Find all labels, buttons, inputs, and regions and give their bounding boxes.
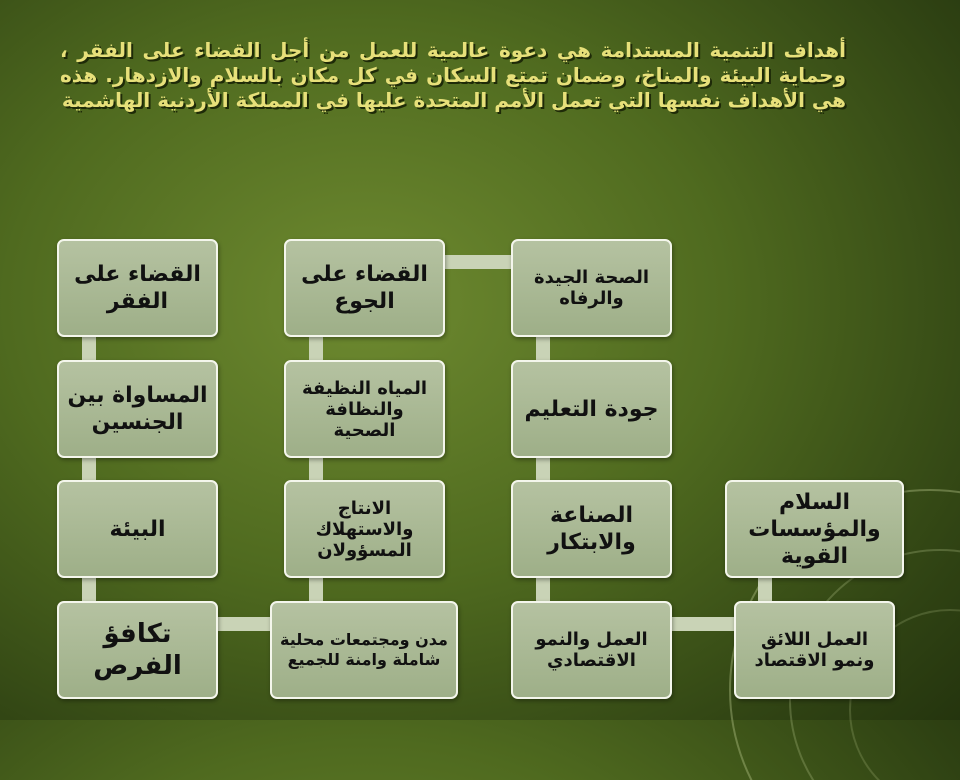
goal-label: جودة التعليم — [524, 396, 659, 422]
goal-box-responsible-consumption — [284, 480, 445, 578]
goal-box-environment — [57, 480, 218, 578]
goal-box-decent-work-economy — [734, 601, 895, 699]
goal-label: تكافؤ الفرص — [93, 619, 182, 681]
goal-box-gender-equality — [57, 360, 218, 458]
goal-box-clean-water — [284, 360, 445, 458]
goal-label: المساواة بين الجنسين — [67, 383, 208, 435]
goal-label: القضاء على الجوع — [301, 262, 428, 314]
goal-box-zero-hunger — [284, 239, 445, 337]
goal-label: المياه النظيفة والنظافة الصحية — [301, 377, 428, 441]
goal-label: مدن ومجتمعات محلية شاملة وامنة للجميع — [280, 630, 448, 669]
goal-box-good-health — [511, 239, 672, 337]
goal-label: البيئة — [109, 516, 166, 542]
intro-paragraph: أهداف التنمية المستدامة هي دعوة عالمية للعمل من أجل القضاء على الفقر ، وحماية البيئة والمناخ، وضمان تمتع السكان في كل مكان بالسلام والازدهار. هذه هي الأهداف نفسها التي تعمل الأمم المتحدة عليها في المملكة الأردنية الهاشمية — [60, 38, 846, 112]
goal-label: الصحة الجيدة والرفاه — [533, 267, 650, 309]
goal-label: السلام والمؤسسات القوية — [748, 489, 881, 569]
goal-box-decent-work-growth — [511, 601, 672, 699]
goal-box-peace-institutions — [725, 480, 904, 578]
goal-box-no-poverty — [57, 239, 218, 337]
goal-box-quality-education — [511, 360, 672, 458]
goal-box-industry-innovation — [511, 480, 672, 578]
goal-label: العمل والنمو الاقتصادي — [535, 629, 648, 671]
goal-label: العمل اللائق ونمو الاقتصاد — [754, 629, 875, 671]
goal-label: الانتاج والاستهلاك المسؤولان — [315, 497, 414, 561]
goal-box-equal-opportunity — [57, 601, 218, 699]
goal-label: القضاء على الفقر — [74, 262, 201, 314]
goal-label: الصناعة والابتكار — [547, 503, 636, 555]
goal-box-sustainable-cities — [270, 601, 458, 699]
